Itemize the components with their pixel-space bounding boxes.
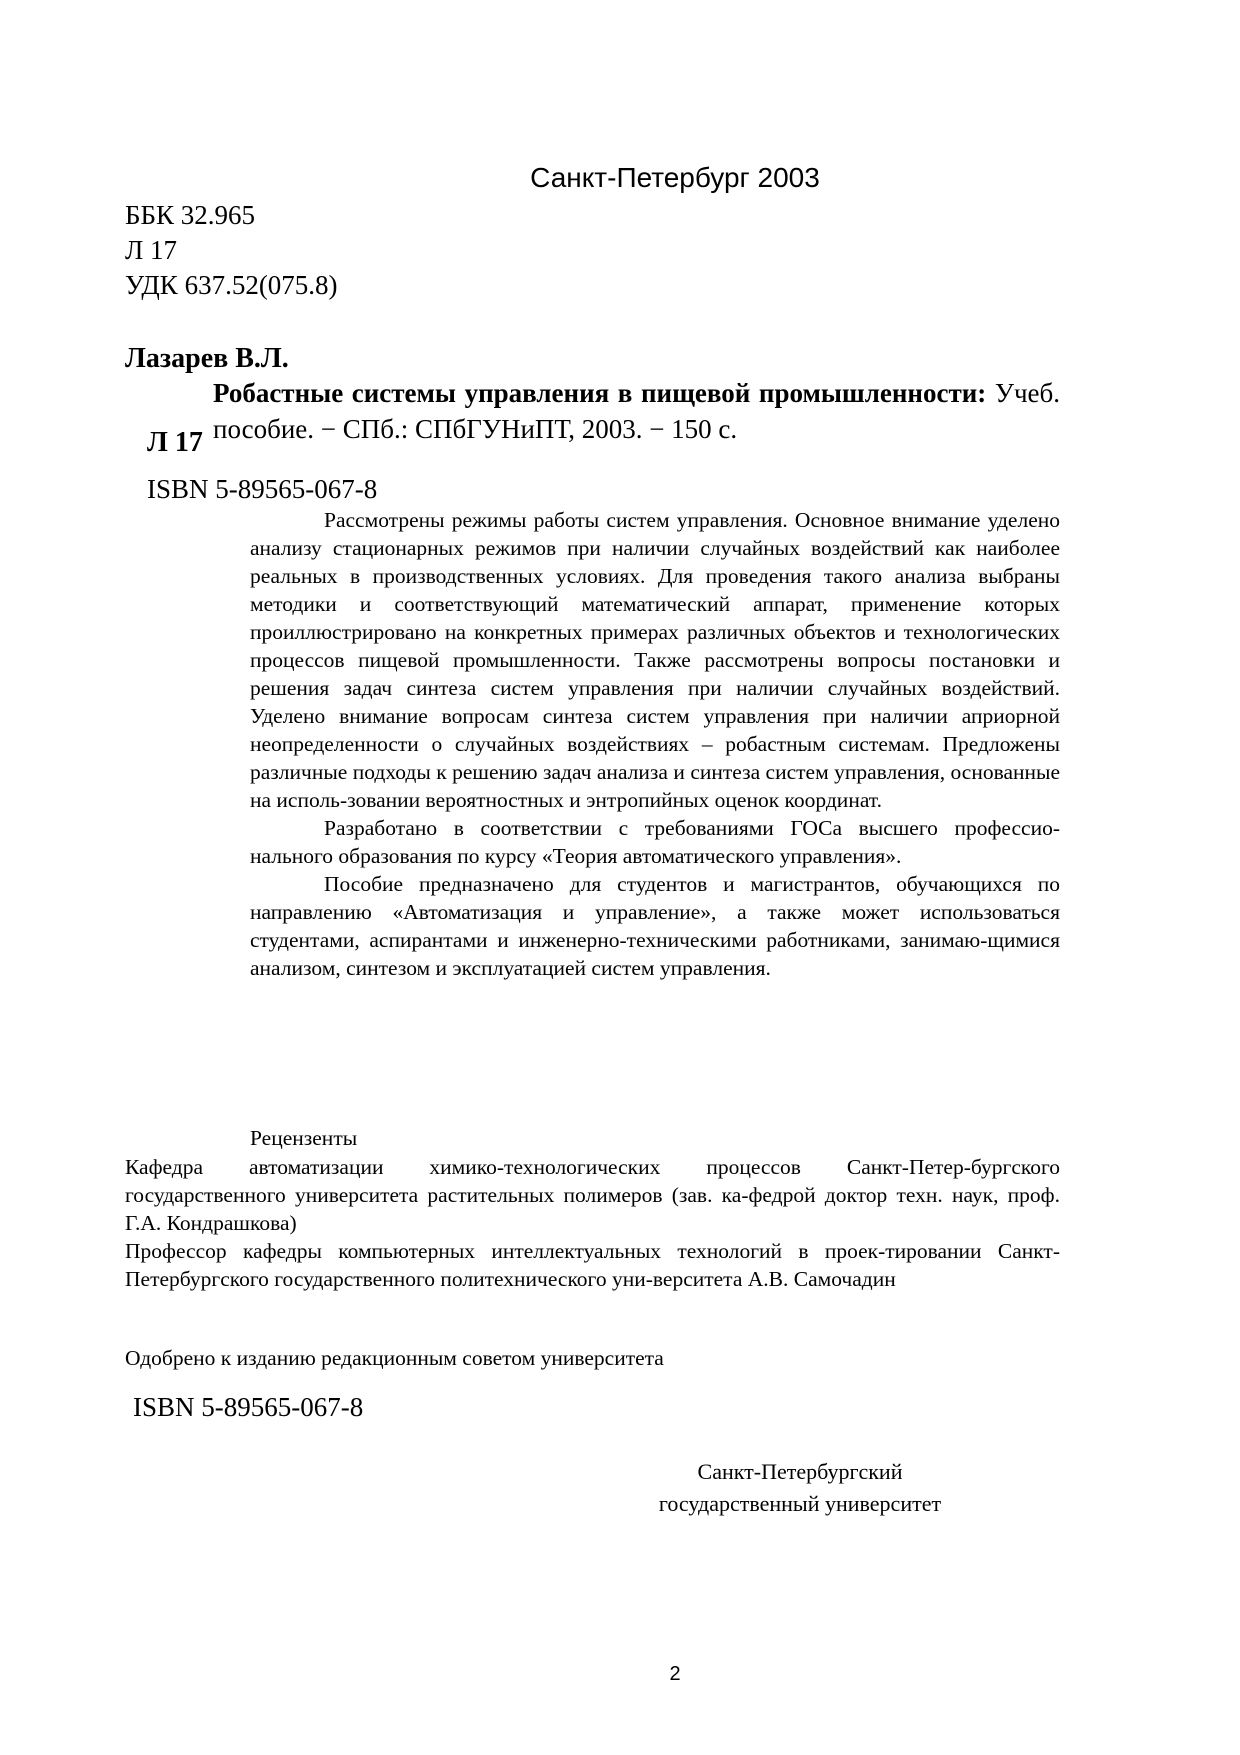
book-title: Робастные системы управления в пищевой промышленности: [213, 378, 987, 408]
reviewer-1: Кафедра автоматизации химико-технологических процессов Санкт-Петер-бургского государственного университета растительных полимеров (зав. ка-федрой доктор техн. наук, проф. Г.А. Кондрашкова) [125, 1155, 1060, 1235]
header-city-year: Санкт-Петербург 2003 [530, 162, 820, 193]
classification-codes [125, 198, 338, 303]
university-name [620, 1456, 980, 1520]
university-line-1: Санкт-Петербургский [697, 1459, 903, 1484]
book-author: Лазарев В.Л. [125, 343, 289, 374]
abstract-paragraph-3: Пособие предназначено для студентов и магистрантов, обучающихся по направлению «Автоматизация и управление», а также может использоваться студентами, аспирантами и инженерно-техническими работниками, занимаю-щимися анализом, синтезом и эксплуатацией систем управления. [250, 872, 1060, 980]
bbk-code: ББК 32.965 [125, 200, 256, 230]
page-number: 2 [669, 1663, 681, 1685]
abstract-paragraph-2: Разработано в соответствии с требованиями ГОСа высшего профессио-нального образования по курсу «Теория автоматического управления». [250, 816, 1060, 868]
book-code: Л 17 [147, 427, 203, 458]
isbn-top: ISBN 5-89565-067-8 [147, 474, 378, 504]
reviewer-2: Профессор кафедры компьютерных интеллектуальных технологий в проек-тировании Санкт-Петербургского государственного политехнического уни-верситета А.В. Самочадин [125, 1239, 1060, 1291]
abstract-paragraph-1: Рассмотрены режимы работы систем управления. Основное внимание уделено анализу стационарных режимов при наличии случайных воздействий как наиболее реальных в производственных условиях. Для проведения такого анализа выбраны методики и соответствующий математический аппарат, применение которых проиллюстрировано на конкретных примерах различных объектов и технологических процессов пищевой промышленности. Также рассмотрены вопросы постановки и решения задач синтеза систем управления при наличии случайных воздействий. Уделено внимание вопросам синтеза систем управления при наличии априорной неопределенности о случайных воздействиях – робастным системам. Предложены различные подходы к решению задач анализа и синтеза систем управления, основанные на исполь-зовании вероятностных и энтропийных оценок координат. [250, 508, 1060, 812]
abstract [250, 506, 1060, 982]
university-line-2: государственный университет [658, 1491, 942, 1516]
isbn-bottom: ISBN 5-89565-067-8 [133, 1392, 364, 1422]
approval-note: Одобрено к изданию редакционным советом университета [125, 1346, 664, 1370]
book-title-block [213, 375, 1060, 447]
udk-code: УДК 637.52(075.8) [125, 270, 338, 300]
book-imprint: Учеб. пособие. − СПб.: СПбГУНиПТ, 2003. − 150 с. [213, 378, 1060, 444]
reviewers-label: Рецензенты [250, 1126, 358, 1150]
reviewers-list [125, 1153, 1060, 1293]
author-sign: Л 17 [125, 235, 178, 265]
